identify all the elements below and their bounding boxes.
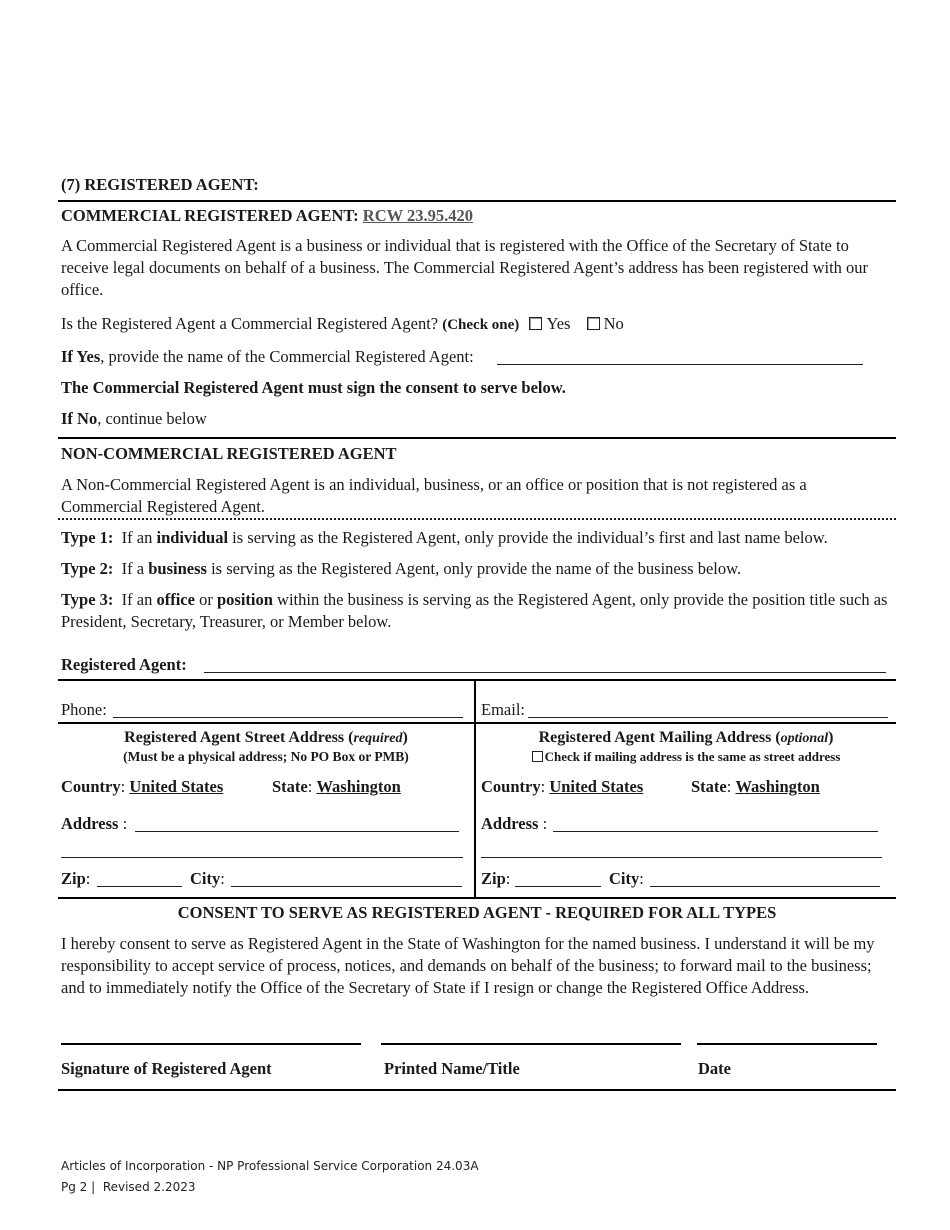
street-required: required <box>353 731 403 746</box>
mailing-zip-label: Zip <box>481 869 506 888</box>
type3-bold: position <box>216 590 273 609</box>
mailing-country-value[interactable]: United States <box>549 777 644 796</box>
type3-bold: office <box>156 590 195 609</box>
mailing-city-label: City <box>609 869 640 888</box>
type3-text: If an <box>121 590 153 609</box>
table-bottom <box>58 897 896 899</box>
mailing-state-label: State <box>691 777 727 796</box>
phone-label: Phone: <box>61 700 107 719</box>
type3-text: within the business is serving as the Registered Agent, only provide the position title such as President, Secretary, Treasurer, or Member below. <box>61 590 888 631</box>
mailing-city-field[interactable] <box>650 886 880 887</box>
street-state-label: State <box>272 777 308 796</box>
street-country-value[interactable]: United States <box>129 777 224 796</box>
mailing-address-label: Address <box>481 814 539 833</box>
if-yes-label: If Yes <box>61 347 101 366</box>
phone-field[interactable] <box>113 717 463 718</box>
yes-checkbox[interactable] <box>529 317 542 330</box>
table-row-divider <box>58 722 896 724</box>
street-heading-close: ) <box>402 729 408 746</box>
mailing-heading: Registered Agent Mailing Address ( <box>538 729 781 746</box>
signature-label: Signature of Registered Agent <box>61 1059 272 1078</box>
if-yes-text: , provide the name of the Commercial Registered Agent: <box>100 347 474 366</box>
signature-line[interactable] <box>61 1043 361 1045</box>
street-zip-label: Zip <box>61 869 86 888</box>
street-address-field-2[interactable] <box>61 857 463 858</box>
footer-form-name: Articles of Incorporation - NP Professional Service Corporation 24.03A <box>61 1159 479 1173</box>
street-zip-field[interactable] <box>97 886 182 887</box>
yes-label: Yes <box>546 314 571 333</box>
date-label: Date <box>698 1059 731 1078</box>
divider <box>58 437 896 439</box>
commercial-heading: COMMERCIAL REGISTERED AGENT: <box>61 206 359 225</box>
consent-text: I hereby consent to serve as Registered Agent in the State of Washington for the named business. I understand it will be my responsibility to accept service of process, notices, and demands on behalf of the business; to forward mail to the business; and to immediately notify the Office of the Secretary of State if I resign or change the Registered Office Address. <box>61 934 875 997</box>
type1-label: Type 1: <box>61 528 114 547</box>
commercial-description: A Commercial Registered Agent is a business or individual that is registered with the Office of the Secretary of State to receive legal documents on behalf of a business. The Commercial Registered Agent’s address has been registered with our office. <box>61 236 869 299</box>
type1-bold: individual <box>156 528 229 547</box>
date-line[interactable] <box>697 1043 877 1045</box>
table-divider <box>474 679 476 897</box>
street-city-field[interactable] <box>231 886 462 887</box>
street-state-value[interactable]: Washington <box>316 777 401 796</box>
mailing-zip-field[interactable] <box>515 886 601 887</box>
email-label: Email: <box>481 700 525 719</box>
dotted-divider <box>58 518 896 520</box>
section-title: (7) REGISTERED AGENT: <box>61 175 259 194</box>
printed-name-label: Printed Name/Title <box>384 1059 520 1078</box>
registered-agent-field[interactable] <box>204 672 886 673</box>
type2-text: If a <box>121 559 145 578</box>
noncommercial-heading: NON-COMMERCIAL REGISTERED AGENT <box>61 444 397 463</box>
mailing-check-note: Check if mailing address is the same as street address <box>544 749 841 764</box>
street-city-label: City <box>190 869 221 888</box>
footer-page: Pg 2 | <box>61 1180 96 1194</box>
registered-agent-label: Registered Agent: <box>61 655 187 674</box>
check-one-label: (Check one) <box>442 317 520 333</box>
if-no-text: , continue below <box>97 409 207 428</box>
commercial-question: Is the Registered Agent a Commercial Registered Agent? <box>61 314 439 333</box>
mailing-state-value[interactable]: Washington <box>735 777 820 796</box>
noncommercial-description: A Non-Commercial Registered Agent is an individual, business, or an office or position that is not registered as a Commercial Registered Agent. <box>61 475 807 516</box>
street-note: (Must be a physical address; No PO Box or PMB) <box>123 749 409 764</box>
must-sign-note: The Commercial Registered Agent must sign the consent to serve below. <box>61 378 566 397</box>
footer-revised: Revised 2.2023 <box>102 1180 196 1194</box>
type2-bold: business <box>148 559 207 578</box>
table-top <box>58 679 896 681</box>
mailing-address-field-2[interactable] <box>481 857 882 858</box>
mailing-country-label: Country <box>481 777 541 796</box>
type2-text: is serving as the Registered Agent, only provide the name of the business below. <box>211 559 742 578</box>
type3-label: Type 3: <box>61 590 114 609</box>
email-field[interactable] <box>528 717 888 718</box>
no-label: No <box>603 314 624 333</box>
mailing-address-field[interactable] <box>553 831 878 832</box>
street-heading: Registered Agent Street Address ( <box>124 729 354 746</box>
consent-heading: CONSENT TO SERVE AS REGISTERED AGENT - REQUIRED FOR ALL TYPES <box>177 903 777 922</box>
type3-text: or <box>199 590 213 609</box>
if-no-label: If No <box>61 409 98 428</box>
same-address-checkbox[interactable] <box>532 751 543 762</box>
divider <box>58 200 896 202</box>
street-country-label: Country <box>61 777 121 796</box>
type1-text: If an <box>121 528 153 547</box>
mailing-heading-close: ) <box>828 729 834 746</box>
street-address-field[interactable] <box>135 831 459 832</box>
street-address-label: Address <box>61 814 119 833</box>
type1-text: is serving as the Registered Agent, only provide the individual’s first and last name below. <box>232 528 828 547</box>
printed-name-line[interactable] <box>381 1043 681 1045</box>
rcw-link[interactable]: RCW 23.95.420 <box>362 206 473 225</box>
no-checkbox[interactable] <box>587 317 600 330</box>
mailing-optional: optional <box>780 731 829 746</box>
divider <box>58 1089 896 1091</box>
commercial-agent-name-field[interactable] <box>497 364 863 365</box>
type2-label: Type 2: <box>61 559 114 578</box>
